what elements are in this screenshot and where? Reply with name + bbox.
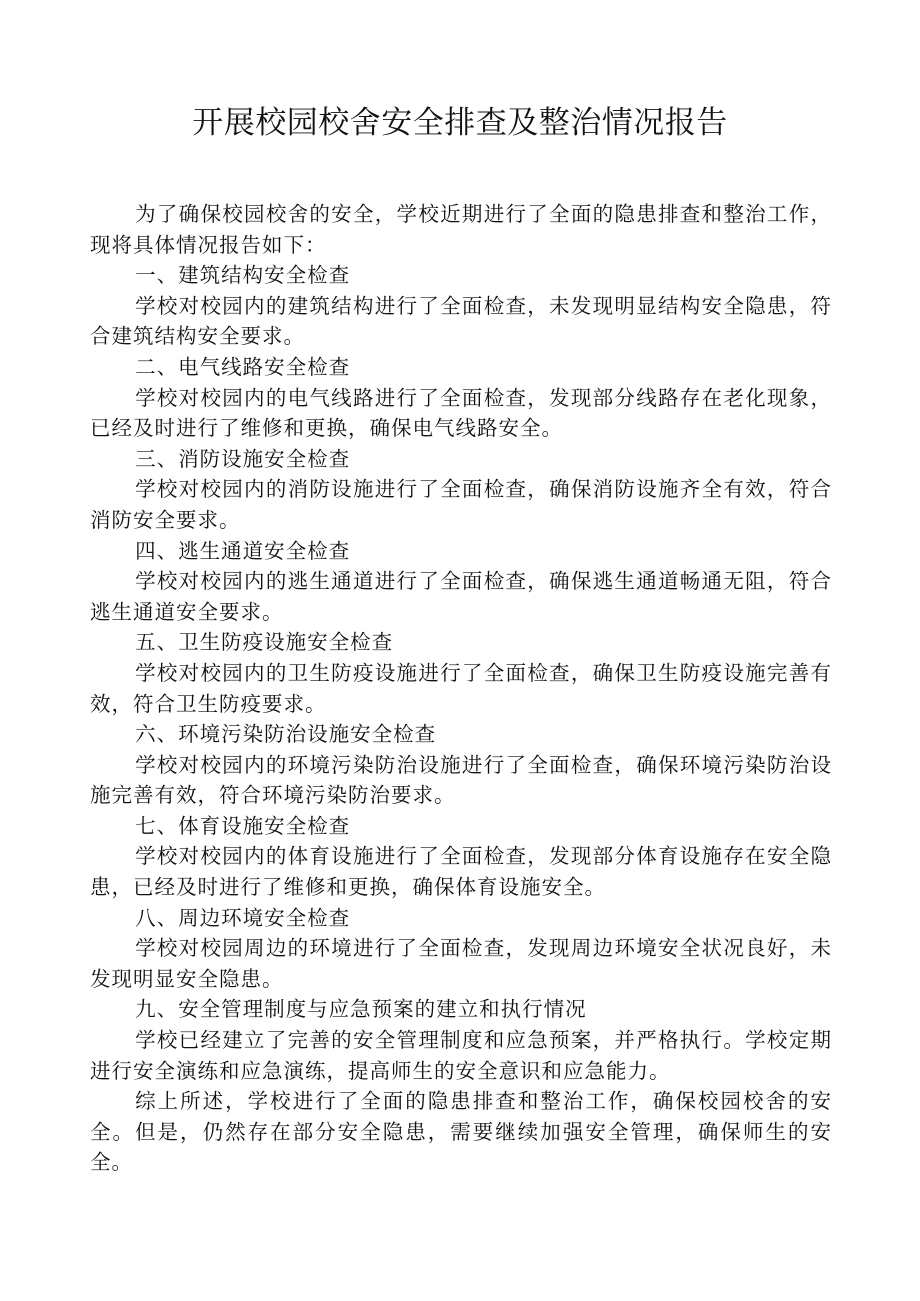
document-title: 开展校园校舍安全排查及整治情况报告 (192, 105, 728, 141)
section-heading-pollution-control: 六、环境污染防治设施安全检查 (135, 722, 437, 747)
section-text-escape-routes: 学校对校园内的逃生通道进行了全面检查，确保逃生通道畅通无阻，符合逃生通道安全要求。 (90, 569, 832, 624)
section-text-epidemic-prevention: 学校对校园内的卫生防疫设施进行了全面检查，确保卫生防疫设施完善有效，符合卫生防疫要求。 (90, 660, 832, 716)
section-heading-epidemic-prevention: 五、卫生防疫设施安全检查 (135, 630, 394, 655)
section-text-building-structure: 学校对校园内的建筑结构进行了全面检查，未发现明显结构安全隐患，符合建筑结构安全要求。 (90, 293, 832, 349)
intro-paragraph: 为了确保校园校舍的安全，学校近期进行了全面的隐患排查和整治工作，现将具体情况报告如下： (90, 202, 832, 257)
section-text-management-system: 学校已经建立了完善的安全管理制度和应急预案，并严格执行。学校定期进行安全演练和应急演练，提高师生的安全意识和应急能力。 (90, 1028, 832, 1083)
section-text-electrical-wiring: 学校对校园内的电气线路进行了全面检查，发现部分线路存在老化现象，已经及时进行了维修和更换，确保电气线路安全。 (90, 385, 832, 441)
section-text-pollution-control: 学校对校园内的环境污染防治设施进行了全面检查，确保环境污染防治设施完善有效，符合环境污染防治要求。 (90, 752, 832, 808)
section-text-surrounding-environment: 学校对校园周边的环境进行了全面检查，发现周边环境安全状况良好，未发现明显安全隐患。 (90, 936, 832, 991)
section-heading-fire-facilities: 三、消防设施安全检查 (135, 446, 351, 471)
section-heading-sports-facilities: 七、体育设施安全检查 (135, 813, 351, 838)
section-heading-electrical-wiring: 二、电气线路安全检查 (135, 354, 351, 379)
section-text-fire-facilities: 学校对校园内的消防设施进行了全面检查，确保消防设施齐全有效，符合消防安全要求。 (90, 477, 832, 532)
section-heading-management-system: 九、安全管理制度与应急预案的建立和执行情况 (135, 997, 587, 1022)
document-body (90, 199, 832, 1178)
section-heading-escape-routes: 四、逃生通道安全检查 (135, 538, 351, 563)
conclusion-paragraph: 综上所述，学校进行了全面的隐患排查和整治工作，确保校园校舍的安全。但是，仍然存在部分安全隐患，需要继续加强安全管理，确保师生的安全。 (90, 1089, 832, 1175)
section-heading-building-structure: 一、建筑结构安全检查 (135, 263, 351, 288)
section-text-sports-facilities: 学校对校园内的体育设施进行了全面检查，发现部分体育设施存在安全隐患，已经及时进行了维修和更换，确保体育设施安全。 (90, 844, 832, 900)
section-heading-surrounding-environment: 八、周边环境安全检查 (135, 905, 351, 930)
